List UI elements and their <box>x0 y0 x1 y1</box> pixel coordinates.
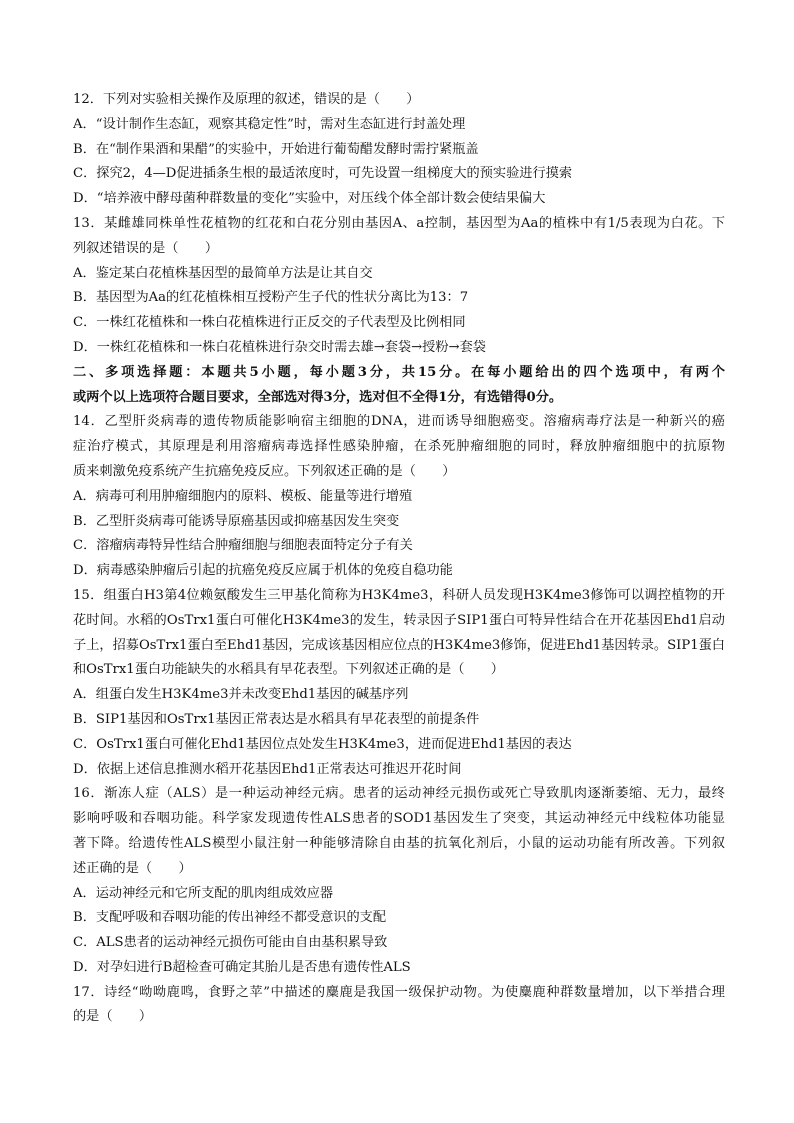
text-line: C．ALS患者的运动神经元损伤可能由自由基积累导致 <box>73 935 388 951</box>
text-line: 著下降。给遗传性ALS模型小鼠注射一种能够清除自由基的抗氧化剂后，小鼠的运动功能有所改善。下列叙 <box>73 835 725 851</box>
text-line: D．对孕妇进行B超检查可确定其胎儿是否患有遗传性ALS <box>73 959 411 975</box>
text-line: A．病毒可利用肿瘤细胞内的原料、模板、能量等进行增殖 <box>73 488 413 504</box>
text-line: 和OsTrx1蛋白功能缺失的水稻具有早花表型。下列叙述正确的是（ ） <box>73 662 504 678</box>
text-line: 列叙述错误的是（ ） <box>73 240 219 256</box>
text-line: D．一株红花植株和一株白花植株进行杂交时需去雄→套袋→授粉→套袋 <box>73 339 486 355</box>
text-line: B．乙型肝炎病毒可能诱导原癌基因或抑癌基因发生突变 <box>73 513 400 529</box>
text-line: 影响呼吸和吞咽功能。科学家发现遗传性ALS患者的SOD1基因发生了突变，其运动神经元中线粒体功能显 <box>73 811 725 827</box>
text-line: A．“设计制作生态缸，观察其稳定性”时，需对生态缸进行封盖处理 <box>73 116 466 132</box>
exam-page <box>73 88 725 1030</box>
text-line: B．支配呼吸和吞咽功能的传出神经不都受意识的支配 <box>73 910 387 926</box>
text-line: C．探究2，4—D促进插条生根的最适浓度时，可先设置一组梯度大的预实验进行摸索 <box>73 166 573 182</box>
text-line: 13．某雌雄同株单性花植物的红花和白花分别由基因A、a控制，基因型为Aa的植株中有1/5表现为白花。下 <box>73 215 725 231</box>
text-line: B．SIP1基因和OsTrx1基因正常表达是水稻具有早花表型的前提条件 <box>73 711 480 727</box>
text-line: A．组蛋白发生H3K4me3并未改变Ehd1基因的碱基序列 <box>73 687 409 703</box>
text-line: A．鉴定某白花植株基因型的最简单方法是让其自交 <box>73 265 373 281</box>
text-line: 17．诗经“呦呦鹿鸣，食野之苹”中描述的麋鹿是我国一级保护动物。为使麋鹿种群数量增加，以下举措合理 <box>73 984 725 1000</box>
text-line: 的是（ ） <box>73 1009 153 1025</box>
text-line: A．运动神经元和它所支配的肌肉组成效应器 <box>73 885 334 901</box>
text-line: D．依据上述信息推测水稻开花基因Ehd1正常表达可推迟开花时间 <box>73 761 462 777</box>
text-line: 或两个以上选项符合题目要求，全部选对得3分，选对但不全得1分，有选错得0分。 <box>73 389 563 405</box>
text-line: 花时间。水稻的OsTrx1蛋白可催化H3K4me3的发生，转录因子SIP1蛋白可特异性结合在开花基因Ehd1启动 <box>73 612 725 628</box>
text-line: B．基因型为Aa的红花植株相互授粉产生子代的性状分离比为13：7 <box>73 290 469 306</box>
text-line: 16．渐冻人症（ALS）是一种运动神经元病。患者的运动神经元损伤或死亡导致肌肉逐渐萎缩、无力，最终 <box>73 786 725 802</box>
text-line: C．OsTrx1蛋白可催化Ehd1基因位点处发生H3K4me3，进而促进Ehd1基因的表达 <box>73 736 572 752</box>
text-line: C．溶瘤病毒特异性结合肿瘤细胞与细胞表面特定分子有关 <box>73 538 413 554</box>
text-line: B．在“制作果酒和果醋”的实验中，开始进行葡萄醋发酵时需拧紧瓶盖 <box>73 141 479 157</box>
text-line: C．一株红花植株和一株白花植株进行正反交的子代表型及比例相同 <box>73 315 466 331</box>
text-line: 质来刺激免疫系统产生抗癌免疫反应。下列叙述正确的是（ ） <box>73 463 456 479</box>
text-line: 述正确的是（ ） <box>73 860 192 876</box>
text-line: 15．组蛋白H3第4位赖氨酸发生三甲基化简称为H3K4me3，科研人员发现H3K4me3修饰可以调控植物的开 <box>73 587 725 603</box>
text-line: 症治疗模式，其原理是利用溶瘤病毒选择性感染肿瘤，在杀死肿瘤细胞的同时，释放肿瘤细胞中的抗原物 <box>73 439 725 455</box>
text-line: 子上，招募OsTrx1蛋白至Ehd1基因，完成该基因相应位点的H3K4me3修饰，促进Ehd1基因转录。SIP1蛋白 <box>73 637 725 653</box>
text-line: 14．乙型肝炎病毒的遗传物质能影响宿主细胞的DNA，进而诱导细胞癌变。溶瘤病毒疗法是一种新兴的癌 <box>73 414 725 430</box>
text-line: D．病毒感染肿瘤后引起的抗癌免疫反应属于机体的免疫自稳功能 <box>73 563 453 579</box>
text-line: 二、多项选择题：本题共5小题，每小题3分，共15分。在每小题给出的四个选项中，有两个 <box>73 364 725 380</box>
text-line: 12．下列对实验相关操作及原理的叙述，错误的是（ ） <box>73 92 420 107</box>
text-line: D．“培养液中酵母菌种群数量的变化”实验中，对压线个体全部计数会使结果偏大 <box>73 191 546 207</box>
